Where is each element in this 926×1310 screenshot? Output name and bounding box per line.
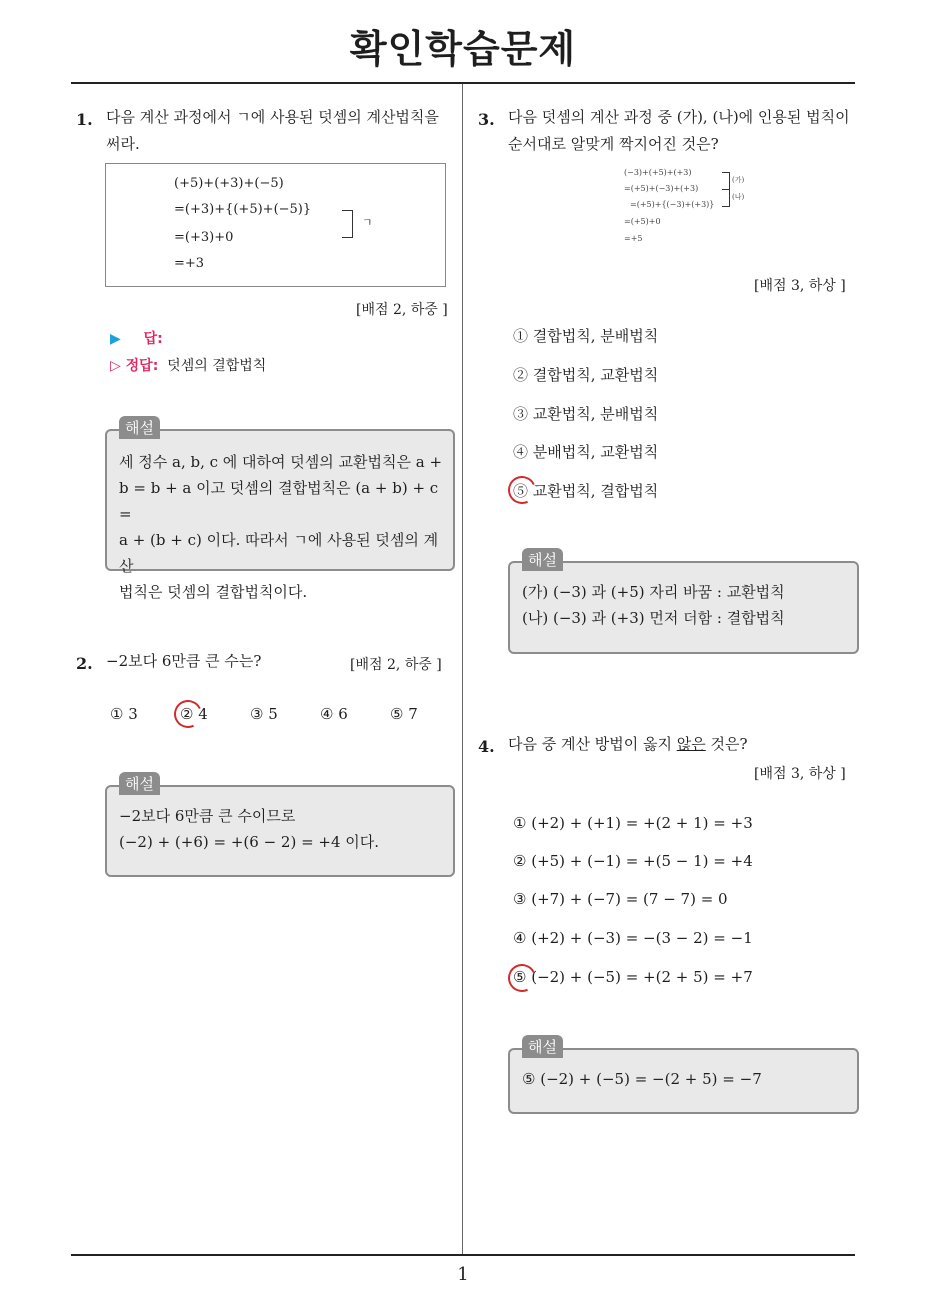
option-2[interactable]: ② 결합법칙, 교환법칙 xyxy=(513,366,659,384)
explanation-line: (나) (−3) 과 (+3) 먼저 더함 : 결합법칙 xyxy=(522,609,785,627)
page-title: 확인학습문제 xyxy=(349,27,577,71)
question-number: 4. xyxy=(478,737,495,756)
column-divider xyxy=(462,84,463,1256)
calc-line: =(+3)+{(+5)+(−5)} xyxy=(174,202,312,217)
correct-value: 덧셈의 결합법칙 xyxy=(167,358,267,374)
question-text-underlined: 않은 xyxy=(676,735,706,753)
answer-label: 답: xyxy=(143,331,163,347)
question-text-line: 다음 덧셈의 계산 과정 중 (가), (나)에 인용된 법칙이 xyxy=(508,108,850,126)
option-2[interactable]: ② (+5) + (−1) = +(5 − 1) = +4 xyxy=(513,852,753,870)
option-1[interactable]: ① (+2) + (+1) = +(2 + 1) = +3 xyxy=(513,814,753,832)
explanation-box xyxy=(508,1038,859,1114)
bracket-mark xyxy=(342,210,353,238)
bracket-label: (나) xyxy=(732,193,745,201)
explanation-box xyxy=(105,419,455,601)
calc-line: =(+3)+0 xyxy=(174,230,234,245)
option-2[interactable]: ② 4 xyxy=(180,705,208,723)
option-5[interactable]: ⑤ 7 xyxy=(390,705,418,723)
option-3[interactable]: ③ (+7) + (−7) = (7 − 7) = 0 xyxy=(513,890,728,908)
top-divider xyxy=(71,82,855,84)
selected-answer-mark xyxy=(504,960,540,996)
explanation-line: (가) (−3) 과 (+5) 자리 바꿈 : 교환법칙 xyxy=(522,583,785,601)
figure-line: (−3)+(+5)+(+3) xyxy=(624,168,692,177)
score-meta: [배점 2, 하중 ] xyxy=(350,657,442,673)
bracket-label: ㄱ xyxy=(362,216,373,229)
explanation-line: −2보다 6만큼 큰 수이므로 xyxy=(119,807,296,825)
option-4[interactable]: ④ 6 xyxy=(320,705,348,723)
question-text-post: 것은? xyxy=(705,735,748,753)
explanation-line: ⑤ (−2) + (−5) = −(2 + 5) = −7 xyxy=(522,1070,762,1088)
play-icon: ▶ xyxy=(110,331,121,347)
question-text-line: −2보다 6만큼 큰 수는? xyxy=(106,652,262,670)
explanation-text xyxy=(119,449,443,605)
option-1[interactable]: ① 3 xyxy=(110,705,138,723)
bracket-mark xyxy=(722,189,730,207)
explanation-tag: 해설 xyxy=(119,772,160,795)
option-1[interactable]: ① 결합법칙, 분배법칙 xyxy=(513,327,659,345)
question-number: 3. xyxy=(478,110,495,129)
correct-label: ▷ 정답: xyxy=(110,358,159,374)
explanation-text xyxy=(522,579,847,631)
answer-row xyxy=(110,328,163,348)
explanation-tag: 해설 xyxy=(522,548,563,571)
figure-line: =+5 xyxy=(624,234,643,243)
question-number: 2. xyxy=(76,654,93,673)
option-4[interactable]: ④ (+2) + (−3) = −(3 − 2) = −1 xyxy=(513,929,753,947)
explanation-text xyxy=(522,1066,847,1092)
bracket-mark xyxy=(722,172,730,190)
bracket-label: (가) xyxy=(732,176,745,184)
question-text-line: 써라. xyxy=(106,135,140,153)
question-number: 1. xyxy=(76,110,93,129)
bottom-divider xyxy=(71,1254,855,1256)
question-text-pre: 다음 중 계산 방법이 옳지 xyxy=(508,735,677,753)
page-number: 1 xyxy=(457,1264,469,1285)
question-text-line xyxy=(508,731,748,758)
explanation-line: b = b + a 이고 덧셈의 결합법칙은 (a + b) + c = xyxy=(119,479,439,523)
explanation-tag: 해설 xyxy=(119,416,160,439)
explanation-box xyxy=(105,775,455,877)
explanation-text xyxy=(119,803,443,855)
score-meta: [배점 3, 하상 ] xyxy=(754,278,846,294)
figure-line: =(+5)+0 xyxy=(624,217,661,226)
selected-answer-mark xyxy=(504,472,540,508)
figure-line: =(+5)+{(−3)+(+3)} xyxy=(630,200,715,209)
option-5[interactable]: ⑤ (−2) + (−5) = +(2 + 5) = +7 xyxy=(513,968,753,986)
explanation-line: a + (b + c) 이다. 따라서 ㄱ에 사용된 덧셈의 계산 xyxy=(119,531,439,575)
correct-answer-row xyxy=(110,355,266,375)
question-text-line: 다음 계산 과정에서 ㄱ에 사용된 덧셈의 계산법칙을 xyxy=(106,108,439,126)
option-4[interactable]: ④ 분배법칙, 교환법칙 xyxy=(513,443,659,461)
selected-answer-mark xyxy=(170,696,206,732)
explanation-line: 법칙은 덧셈의 결합법칙이다. xyxy=(119,583,308,601)
option-5[interactable]: ⑤ 교환법칙, 결합법칙 xyxy=(513,482,659,500)
option-3[interactable]: ③ 교환법칙, 분배법칙 xyxy=(513,405,659,423)
calc-line: =+3 xyxy=(174,256,205,271)
figure-line: =(+5)+(−3)+(+3) xyxy=(624,184,699,193)
explanation-tag: 해설 xyxy=(522,1035,563,1058)
explanation-line: (−2) + (+6) = +(6 − 2) = +4 이다. xyxy=(119,833,380,851)
question-text-line: 순서대로 알맞게 짝지어진 것은? xyxy=(508,135,719,153)
explanation-line: 세 정수 a, b, c 에 대하여 덧셈의 교환법칙은 a + xyxy=(119,453,443,471)
calc-line: (+5)+(+3)+(−5) xyxy=(174,176,284,191)
score-meta: [배점 3, 하상 ] xyxy=(754,766,846,782)
explanation-box xyxy=(508,551,859,654)
option-3[interactable]: ③ 5 xyxy=(250,705,278,723)
score-meta: [배점 2, 하중 ] xyxy=(356,302,448,318)
calculation-box xyxy=(105,163,446,287)
